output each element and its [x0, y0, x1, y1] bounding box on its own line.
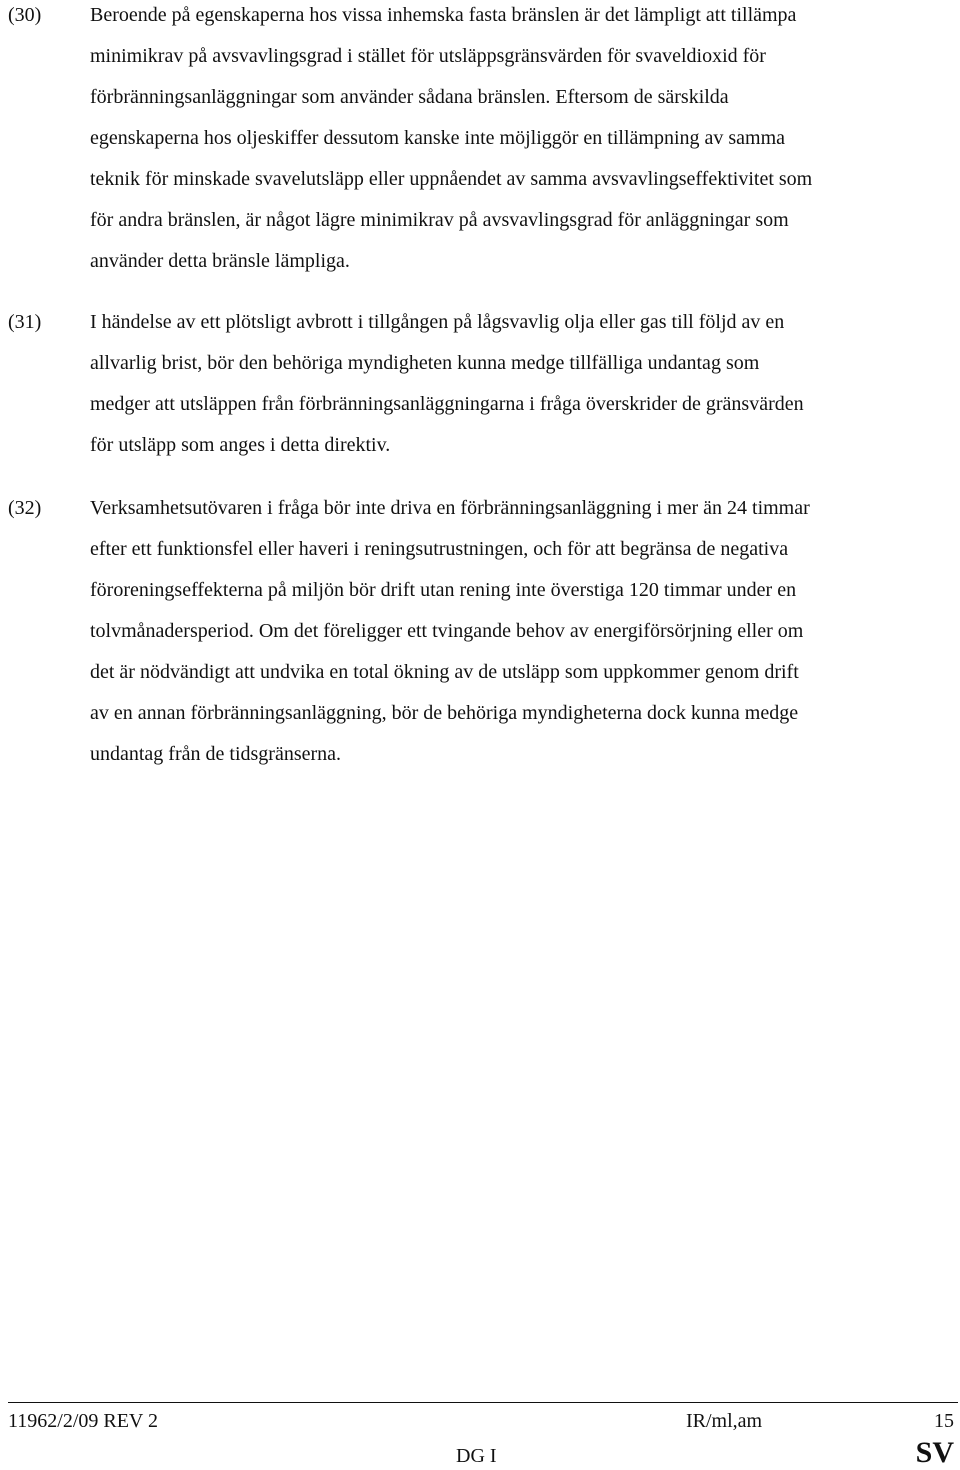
recital-text — [90, 0, 960, 282]
recital-text — [90, 488, 960, 775]
text-line: föroreningseffekterna på miljön bör drift utan rening inte överstiga 120 timmar under en — [90, 579, 797, 601]
language-code: SV — [915, 1436, 954, 1469]
text-line: teknik för minskade svavelutsläpp eller uppnåendet av samma avsvavlingseffektivitet som — [90, 168, 813, 190]
text-line: I händelse av ett plötsligt avbrott i tillgången på lågsvavlig olja eller gas till följd av en — [90, 311, 785, 333]
author-initials: IR/ml,am — [686, 1410, 763, 1432]
recital-number: (32) — [8, 497, 42, 519]
page-number: 15 — [934, 1410, 954, 1432]
recital-number: (31) — [8, 311, 42, 333]
text-line: för andra bränslen, är något lägre minimikrav på avsvavlingsgrad för anläggningar som — [90, 209, 789, 231]
text-line: allvarlig brist, bör den behöriga myndigheten kunna medge tillfälliga undantag som — [90, 352, 760, 374]
text-line: egenskaperna hos oljeskiffer dessutom kanske inte möjliggör en tillämpning av samma — [90, 127, 786, 149]
text-line: minimikrav på avsvavlingsgrad i stället för utsläppsgränsvärden för svaveldioxid för — [90, 45, 766, 67]
text-line: Verksamhetsutövaren i fråga bör inte driva en förbränningsanläggning i mer än 24 timmar — [90, 497, 810, 519]
directorate-general: DG I — [456, 1445, 497, 1467]
recital-number: (30) — [8, 4, 42, 26]
text-line: tolvmånadersperiod. Om det föreligger ett tvingande behov av energiförsörjning eller om — [90, 620, 804, 642]
text-line: undantag från de tidsgränserna. — [90, 743, 342, 765]
document-reference: 11962/2/09 REV 2 — [8, 1410, 159, 1432]
text-line: använder detta bränsle lämpliga. — [90, 250, 350, 272]
recital-text — [90, 302, 960, 466]
text-line: förbränningsanläggningar som använder sådana bränslen. Eftersom de särskilda — [90, 86, 729, 108]
text-line: medger att utsläppen från förbränningsanläggningarna i fråga överskrider de gränsvärden — [90, 393, 804, 415]
text-line: av en annan förbränningsanläggning, bör de behöriga myndigheterna dock kunna medge — [90, 702, 799, 724]
text-line: Beroende på egenskaperna hos vissa inhemska fasta bränslen är det lämpligt att tillämpa — [90, 4, 797, 26]
page-footer — [8, 1406, 958, 1470]
text-line: efter ett funktionsfel eller haveri i reningsutrustningen, och för att begränsa de negativa — [90, 538, 789, 560]
text-line: det är nödvändigt att undvika en total ökning av de utsläpp som uppkommer genom drift — [90, 661, 799, 683]
text-line: för utsläpp som anges i detta direktiv. — [90, 434, 391, 456]
footer-divider — [8, 1402, 958, 1403]
